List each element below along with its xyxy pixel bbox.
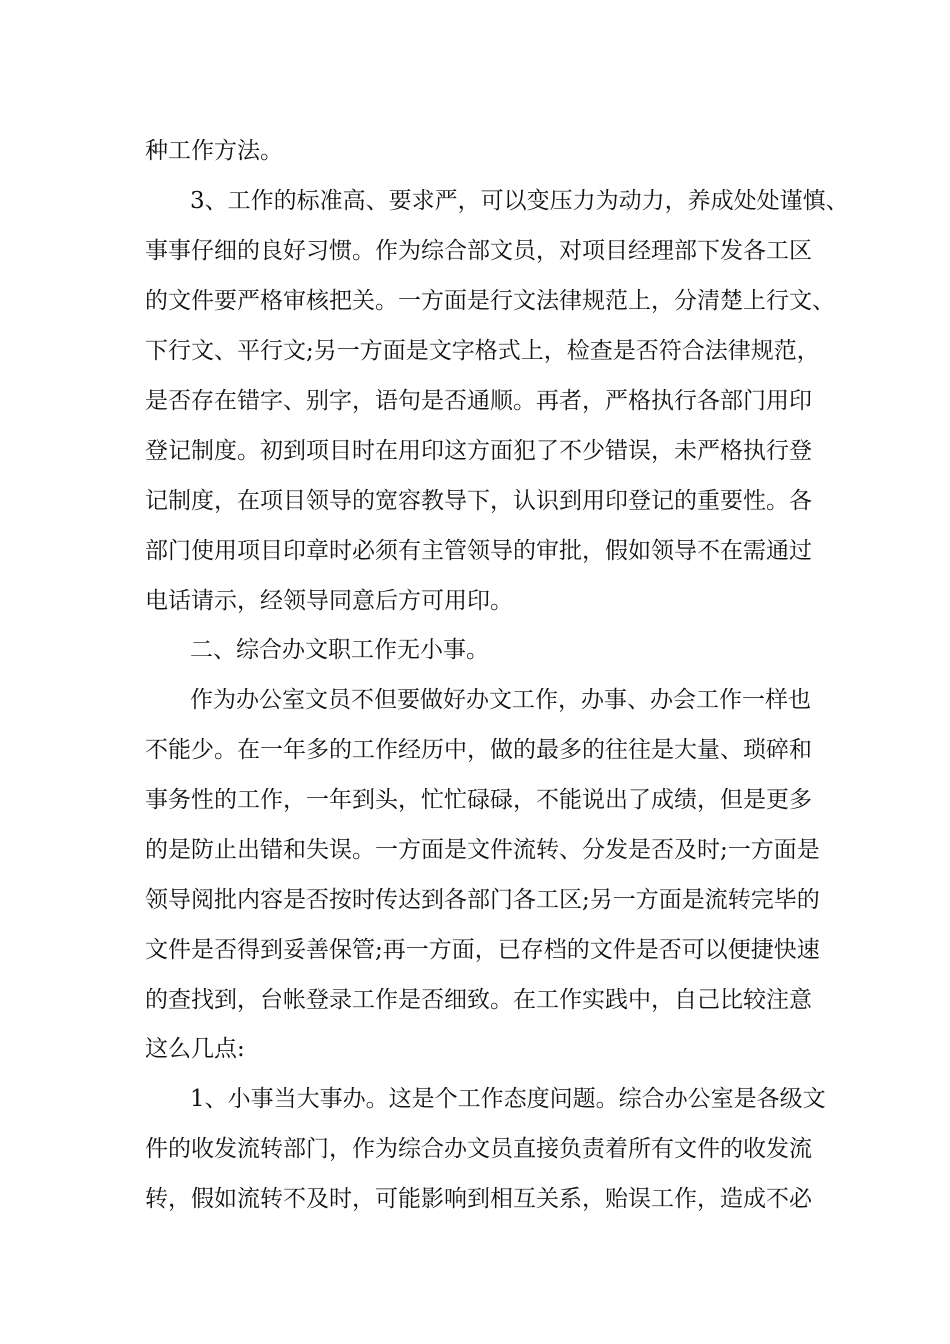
text-line: 下行文、平行文;另一方面是文字格式上，检查是否符合法律规范， xyxy=(145,338,820,364)
text-line: 事务性的工作，一年到头，忙忙碌碌，不能说出了成绩，但是更多 xyxy=(145,787,812,813)
text-line: 文件是否得到妥善保管;再一方面，已存档的文件是否可以便捷快速 xyxy=(145,937,820,963)
text-line: 领导阅批内容是否按时传达到各部门各工区;另一方面是流转完毕的 xyxy=(145,887,820,913)
text-line: 不能少。在一年多的工作经历中，做的最多的往往是大量、琐碎和 xyxy=(145,737,812,763)
text-line: 登记制度。初到项目时在用印这方面犯了不少错误，未严格执行登 xyxy=(145,438,812,464)
section-heading: 二、综合办文职工作无小事。 xyxy=(190,637,489,663)
text-line: 作为办公室文员不但要做好办文工作，办事、办会工作一样也 xyxy=(190,687,811,713)
text-line: 转，假如流转不及时，可能影响到相互关系，贻误工作，造成不必 xyxy=(145,1186,812,1212)
text-line: 部门使用项目印章时必须有主管领导的审批，假如领导不在需通过 xyxy=(145,538,812,564)
text-line: 的是防止出错和失误。一方面是文件流转、分发是否及时;一方面是 xyxy=(145,837,820,863)
text-line: 是否存在错字、别字，语句是否通顺。再者，严格执行各部门用印 xyxy=(145,388,812,414)
text-line: 的查找到，台帐登录工作是否细致。在工作实践中，自己比较注意 xyxy=(145,987,812,1013)
text-line: 种工作方法。 xyxy=(145,138,283,164)
text-line: 件的收发流转部门，作为综合办文员直接负责着所有文件的收发流 xyxy=(145,1136,812,1162)
text-line: 3、工作的标准高、要求严，可以变压力为动力，养成处处谨慎、 xyxy=(190,188,849,214)
text-line: 记制度，在项目领导的宽容教导下，认识到用印登记的重要性。各 xyxy=(145,488,812,514)
text-line: 事事仔细的良好习惯。作为综合部文员，对项目经理部下发各工区 xyxy=(145,238,812,264)
text-line: 1、小事当大事办。这是个工作态度问题。综合办公室是各级文 xyxy=(190,1086,826,1112)
text-line: 电话请示，经领导同意后方可用印。 xyxy=(145,588,513,614)
text-line: 这么几点: xyxy=(145,1036,245,1062)
text-line: 的文件要严格审核把关。一方面是行文法律规范上，分清楚上行文、 xyxy=(145,288,835,314)
